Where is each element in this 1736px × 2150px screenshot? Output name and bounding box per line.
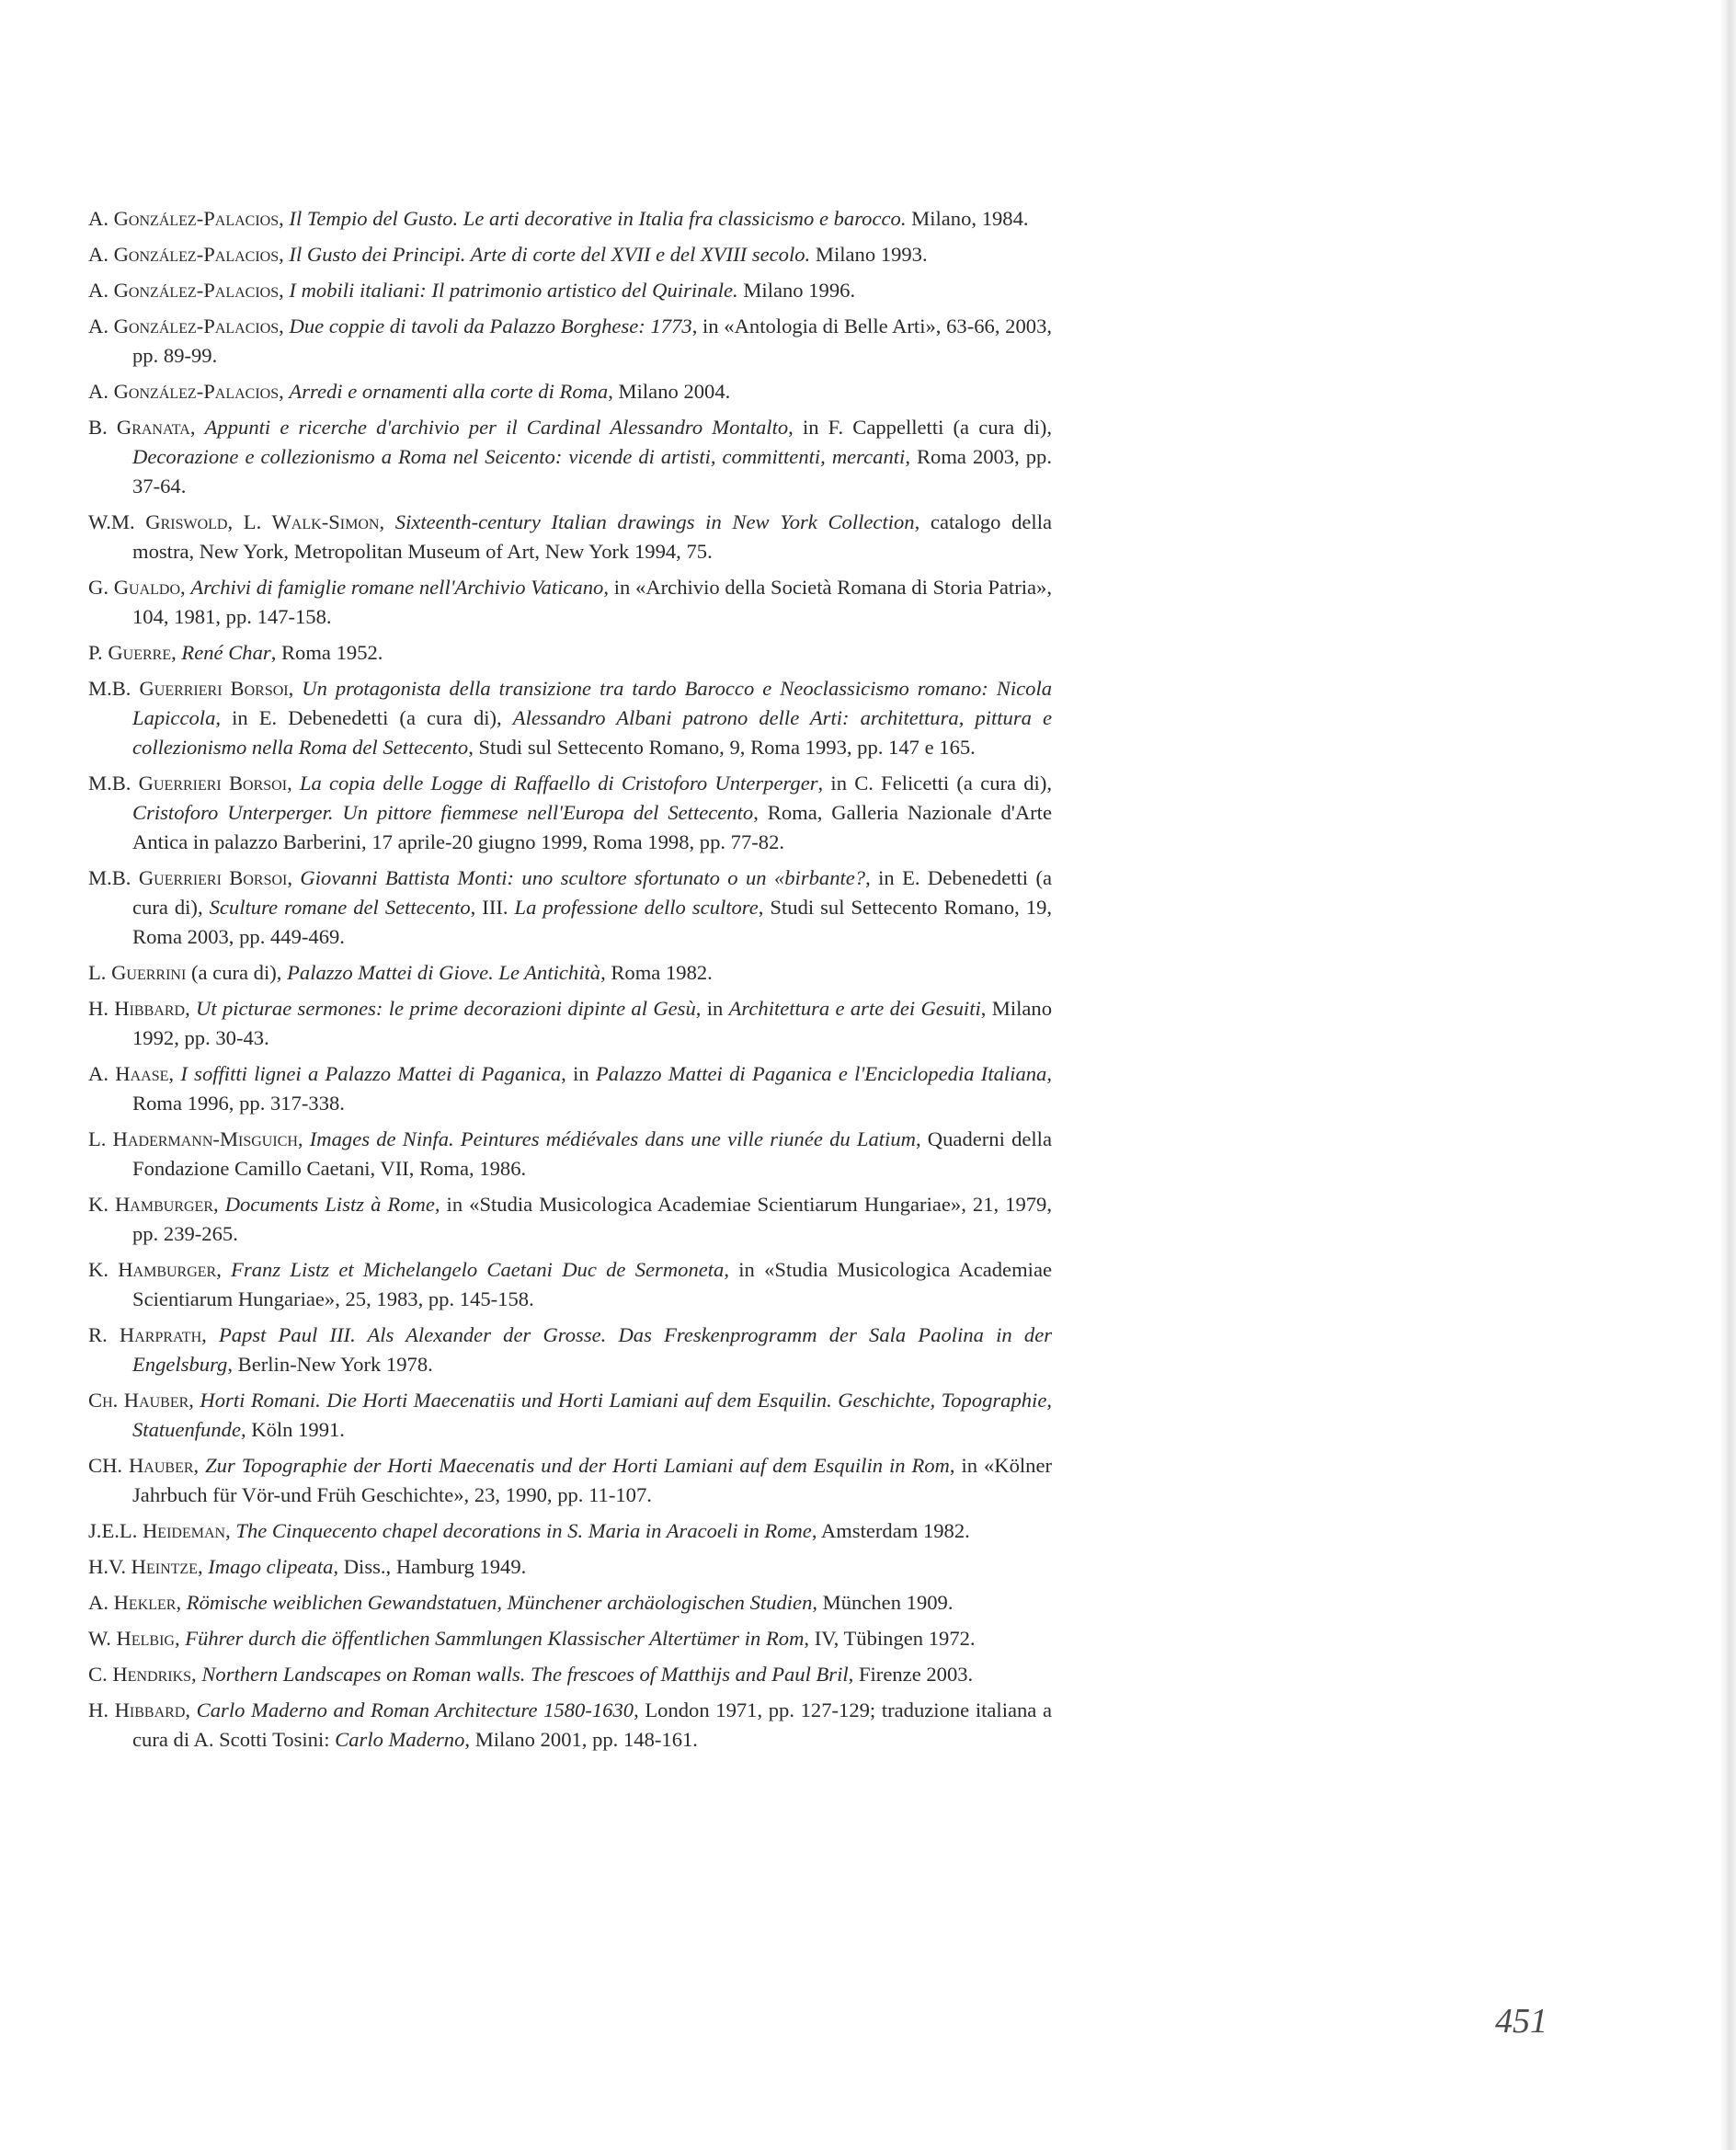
- entry-title: Imago clipeata: [208, 1555, 334, 1578]
- entry-separator: ,: [225, 1519, 236, 1542]
- bibliography-entry: [88, 204, 1052, 234]
- bibliography-entry: [88, 1255, 1052, 1314]
- entry-title: Papst Paul III. Als Alexander der Grosse. Das Freskenprogramm der Sala Paolina in der Engelsburg: [132, 1323, 1053, 1376]
- entry-details: , in F. Cappelletti (a cura di),: [788, 416, 1053, 439]
- entry-author: L. Guerrini: [88, 961, 187, 984]
- entry-details: , Studi sul Settecento Romano, 9, Roma 1993, pp. 147 e 165.: [468, 736, 976, 759]
- entry-title: La copia delle Logge di Raffaello di Cristoforo Unterperger: [299, 772, 818, 795]
- bibliography-entry: [88, 240, 1052, 269]
- entry-separator: ,: [191, 1663, 202, 1686]
- entry-author: H.V. Heintze: [88, 1555, 198, 1578]
- entry-title: Un protagonista della transizione tra tardo Barocco e Neoclassicismo romano: Nicola Lapiccola: [132, 677, 1053, 729]
- entry-details: , Quaderni della Fondazione Camillo Caetani, VII, Roma, 1986.: [132, 1127, 1052, 1180]
- entry-details: , Berlin-New York 1978.: [227, 1353, 433, 1376]
- entry-separator: ,: [279, 380, 290, 403]
- entry-title: I soffitti lignei a Palazzo Mattei di Paganica: [180, 1062, 562, 1085]
- bibliography-entry: [88, 1125, 1052, 1184]
- entry-title: Palazzo Mattei di Giove. Le Antichità: [287, 961, 601, 984]
- bibliography-entry: [88, 413, 1052, 501]
- entry-author: H. Hibbard: [88, 997, 186, 1020]
- entry-details: , in «Studia Musicologica Academiae Scientiarum Hungariae», 25, 1983, pp. 145-158.: [132, 1258, 1052, 1310]
- entry-details: , Roma 1952.: [270, 641, 383, 664]
- entry-details: , München 1909.: [812, 1591, 954, 1614]
- bibliography-entry: [88, 1588, 1052, 1618]
- entry-details: , in C. Felicetti (a cura di),: [817, 772, 1053, 795]
- page-edge-shadow: [1719, 0, 1736, 2150]
- bibliography-entry: [88, 1660, 1052, 1689]
- entry-title: Franz Listz et Michelangelo Caetani Duc de Sermoneta: [231, 1258, 725, 1281]
- bibliography-entry: [88, 994, 1052, 1053]
- entry-title: Ut picturae sermones: le prime decorazioni dipinte al Gesù: [196, 997, 696, 1020]
- entry-separator: ,: [201, 1323, 219, 1346]
- bibliography-entry: [88, 863, 1052, 952]
- bibliography-entry: [88, 1516, 1052, 1546]
- entry-author: C. Hendriks: [88, 1663, 192, 1686]
- entry-separator: ,: [171, 641, 182, 664]
- entry-details: , Roma 2003, pp. 37-64.: [132, 445, 1052, 497]
- bibliography-entry: [88, 769, 1052, 857]
- entry-author: W.M. Griswold, L. Walk-Simon: [88, 510, 380, 533]
- bibliography-entry: [88, 573, 1052, 632]
- entry-author: M.B. Guerrieri Borsoi: [88, 866, 288, 889]
- entry-separator: ,: [176, 1591, 187, 1614]
- entry-details: Milano 1993.: [810, 243, 928, 266]
- entry-details: , Milano 1992, pp. 30-43.: [132, 997, 1052, 1049]
- bibliography-entry: [88, 1190, 1052, 1249]
- entry-details: , Roma, Galleria Nazionale d'Arte Antica in palazzo Barberini, 17 aprile-20 giugno 1999, Roma 1998, pp. 77-82.: [132, 801, 1052, 853]
- entry-details: , IV, Tübingen 1972.: [804, 1627, 976, 1650]
- entry-title: Carlo Maderno and Roman Architecture 1580-1630: [196, 1698, 634, 1721]
- bibliography-entry: [88, 1386, 1052, 1445]
- entry-details: , Roma 1982.: [600, 961, 713, 984]
- bibliography-entry: [88, 674, 1052, 762]
- entry-separator: ,: [287, 866, 301, 889]
- entry-separator: ,: [185, 1698, 197, 1721]
- entry-separator: ,: [297, 1127, 310, 1150]
- entry-separator: ,: [279, 314, 290, 337]
- entry-title: Römische weiblichen Gewandstatuen, Münchener archäologischen Studien: [186, 1591, 813, 1614]
- bibliography-entry: [88, 508, 1052, 566]
- entry-separator: ,: [279, 279, 290, 302]
- bibliography-entry: [88, 1451, 1052, 1510]
- entry-author: Ch. Hauber: [88, 1389, 189, 1412]
- entry-separator: ,: [188, 1389, 200, 1412]
- entry-separator: (a cura di),: [186, 961, 288, 984]
- entry-title: Images de Ninfa. Peintures médiévales dans une ville riunée du Latium: [309, 1127, 916, 1150]
- entry-title: Palazzo Mattei di Paganica e l'Enciclopedia Italiana: [595, 1062, 1047, 1085]
- entry-details: , Amsterdam 1982.: [811, 1519, 970, 1542]
- entry-author: L. Hadermann-Misguich: [88, 1127, 298, 1150]
- entry-details: , London 1971, pp. 127-129; traduzione italiana a cura di A. Scotti Tosini:: [132, 1698, 1052, 1751]
- entry-details: , in: [695, 997, 729, 1020]
- entry-details: , Studi sul Settecento Romano, 19, Roma 2003, pp. 449-469.: [132, 896, 1053, 948]
- entry-title: Northern Landscapes on Roman walls. The frescoes of Matthijs and Paul Bril: [201, 1663, 849, 1686]
- entry-title: The Cinquecento chapel decorations in S. Maria in Aracoeli in Rome: [235, 1519, 812, 1542]
- entry-author: B. Granata: [88, 416, 190, 439]
- entry-author: A. González-Palacios: [88, 314, 280, 337]
- entry-title: Architettura e arte dei Gesuiti: [728, 997, 981, 1020]
- entry-details: , in «Kölner Jahrbuch für Vör-und Früh Geschichte», 23, 1990, pp. 11-107.: [132, 1454, 1053, 1506]
- entry-details: , in E. Debenedetti (a cura di),: [215, 706, 513, 729]
- entry-separator: ,: [193, 1454, 206, 1477]
- entry-details: , catalogo della mostra, New York, Metropolitan Museum of Art, New York 1994, 75.: [132, 510, 1053, 563]
- entry-details: , Milano 2001, pp. 148-161.: [464, 1728, 698, 1751]
- bibliography-entry: [88, 1624, 1052, 1653]
- bibliography-list: [88, 204, 1052, 1761]
- entry-title: Alessandro Albani patrono delle Arti: architettura, pittura e collezionismo nella Roma del Settecento: [132, 706, 1052, 759]
- entry-author: A. Hekler: [88, 1591, 177, 1614]
- entry-details: , in «Archivio della Società Romana di Storia Patria», 104, 1981, pp. 147-158.: [132, 576, 1052, 628]
- entry-details: , III.: [470, 896, 515, 919]
- entry-author: A. González-Palacios: [88, 243, 280, 266]
- entry-author: A. González-Palacios: [88, 207, 280, 230]
- bibliography-entry: [88, 276, 1052, 305]
- entry-author: A. González-Palacios: [88, 380, 280, 403]
- entry-author: W. Helbig: [88, 1627, 175, 1650]
- entry-separator: ,: [287, 772, 300, 795]
- entry-author: CH. Hauber: [88, 1454, 194, 1477]
- bibliography-entry: [88, 377, 1052, 406]
- bibliography-entry: [88, 958, 1052, 988]
- entry-title: Due coppie di tavoli da Palazzo Borghese: 1773: [289, 314, 692, 337]
- entry-title: La professione dello scultore: [514, 896, 759, 919]
- entry-details: , Milano 2004.: [608, 380, 731, 403]
- entry-title: I mobili italiani: Il patrimonio artistico del Quirinale.: [289, 279, 738, 302]
- entry-details: , Köln 1991.: [240, 1418, 345, 1441]
- entry-details: , in «Antologia di Belle Arti», 63-66, 2003, pp. 89-99.: [132, 314, 1053, 367]
- entry-title: Zur Topographie der Horti Maecenatis und der Horti Lamiani auf dem Esquilin in Rom: [205, 1454, 950, 1477]
- entry-title: Horti Romani. Die Horti Maecenatiis und Horti Lamiani auf dem Esquilin. Geschichte, Topographie, Statuenfunde: [132, 1389, 1053, 1441]
- entry-separator: ,: [213, 1193, 225, 1216]
- entry-details: , Diss., Hamburg 1949.: [333, 1555, 527, 1578]
- entry-details: , in E. Debenedetti (a cura di),: [132, 866, 1052, 919]
- bibliography-entry: [88, 638, 1052, 668]
- entry-details: , in: [561, 1062, 596, 1085]
- entry-title: Il Tempio del Gusto. Le arti decorative in Italia fra classicismo e barocco.: [289, 207, 907, 230]
- entry-title: Documents Listz à Rome: [224, 1193, 435, 1216]
- entry-details: Milano, 1984.: [906, 207, 1029, 230]
- entry-author: J.E.L. Heideman: [88, 1519, 226, 1542]
- entry-details: , Firenze 2003.: [848, 1663, 974, 1686]
- entry-author: G. Gualdo: [88, 576, 181, 599]
- entry-title: Cristoforo Unterperger. Un pittore fiemmese nell'Europa del Settecento: [132, 801, 754, 824]
- entry-title: Archivi di famiglie romane nell'Archivio Vaticano: [190, 576, 604, 599]
- entry-separator: ,: [168, 1062, 181, 1085]
- entry-details: Milano 1996.: [737, 279, 856, 302]
- entry-details: , in «Studia Musicologica Academiae Scientiarum Hungariae», 21, 1979, pp. 239-265.: [132, 1193, 1052, 1245]
- entry-separator: ,: [379, 510, 395, 533]
- entry-title: Sculture romane del Settecento: [209, 896, 471, 919]
- entry-author: A. González-Palacios: [88, 279, 280, 302]
- entry-author: K. Hamburger: [88, 1258, 217, 1281]
- entry-separator: ,: [197, 1555, 209, 1578]
- entry-details: , Roma 1996, pp. 317-338.: [132, 1062, 1052, 1115]
- bibliography-entry: [88, 1552, 1052, 1582]
- entry-separator: ,: [279, 243, 290, 266]
- entry-author: M.B. Guerrieri Borsoi: [88, 677, 289, 700]
- entry-title: Decorazione e collezionismo a Roma nel Seicento: vicende di artisti, committenti, mercanti: [132, 445, 906, 468]
- entry-separator: ,: [216, 1258, 232, 1281]
- entry-separator: ,: [288, 677, 303, 700]
- entry-title: René Char: [181, 641, 271, 664]
- entry-author: R. Harprath: [88, 1323, 202, 1346]
- bibliography-entry: [88, 1321, 1052, 1379]
- entry-title: Il Gusto dei Principi. Arte di corte del XVII e del XVIII secolo.: [289, 243, 811, 266]
- entry-author: H. Hibbard: [88, 1698, 186, 1721]
- entry-separator: ,: [189, 416, 205, 439]
- page-number: 451: [1495, 2002, 1548, 2041]
- entry-author: A. Haase: [88, 1062, 169, 1085]
- entry-title: Carlo Maderno: [335, 1728, 465, 1751]
- entry-author: M.B. Guerrieri Borsoi: [88, 772, 288, 795]
- entry-title: Sixteenth-century Italian drawings in New York Collection: [394, 510, 915, 533]
- entry-title: Giovanni Battista Monti: uno scultore sfortunato o un «birbante?: [300, 866, 866, 889]
- bibliography-entry: [88, 312, 1052, 371]
- bibliography-entry: [88, 1059, 1052, 1118]
- entry-author: K. Hamburger: [88, 1193, 213, 1216]
- entry-author: P. Guerre: [88, 641, 172, 664]
- entry-separator: ,: [174, 1627, 186, 1650]
- entry-title: Arredi e ornamenti alla corte di Roma: [289, 380, 609, 403]
- bibliography-entry: [88, 1696, 1052, 1755]
- entry-separator: ,: [185, 997, 197, 1020]
- entry-separator: ,: [279, 207, 290, 230]
- entry-title: Appunti e ricerche d'archivio per il Cardinal Alessandro Montalto: [204, 416, 789, 439]
- entry-separator: ,: [180, 576, 191, 599]
- entry-title: Führer durch die öffentlichen Sammlungen Klassischer Altertümer in Rom: [185, 1627, 805, 1650]
